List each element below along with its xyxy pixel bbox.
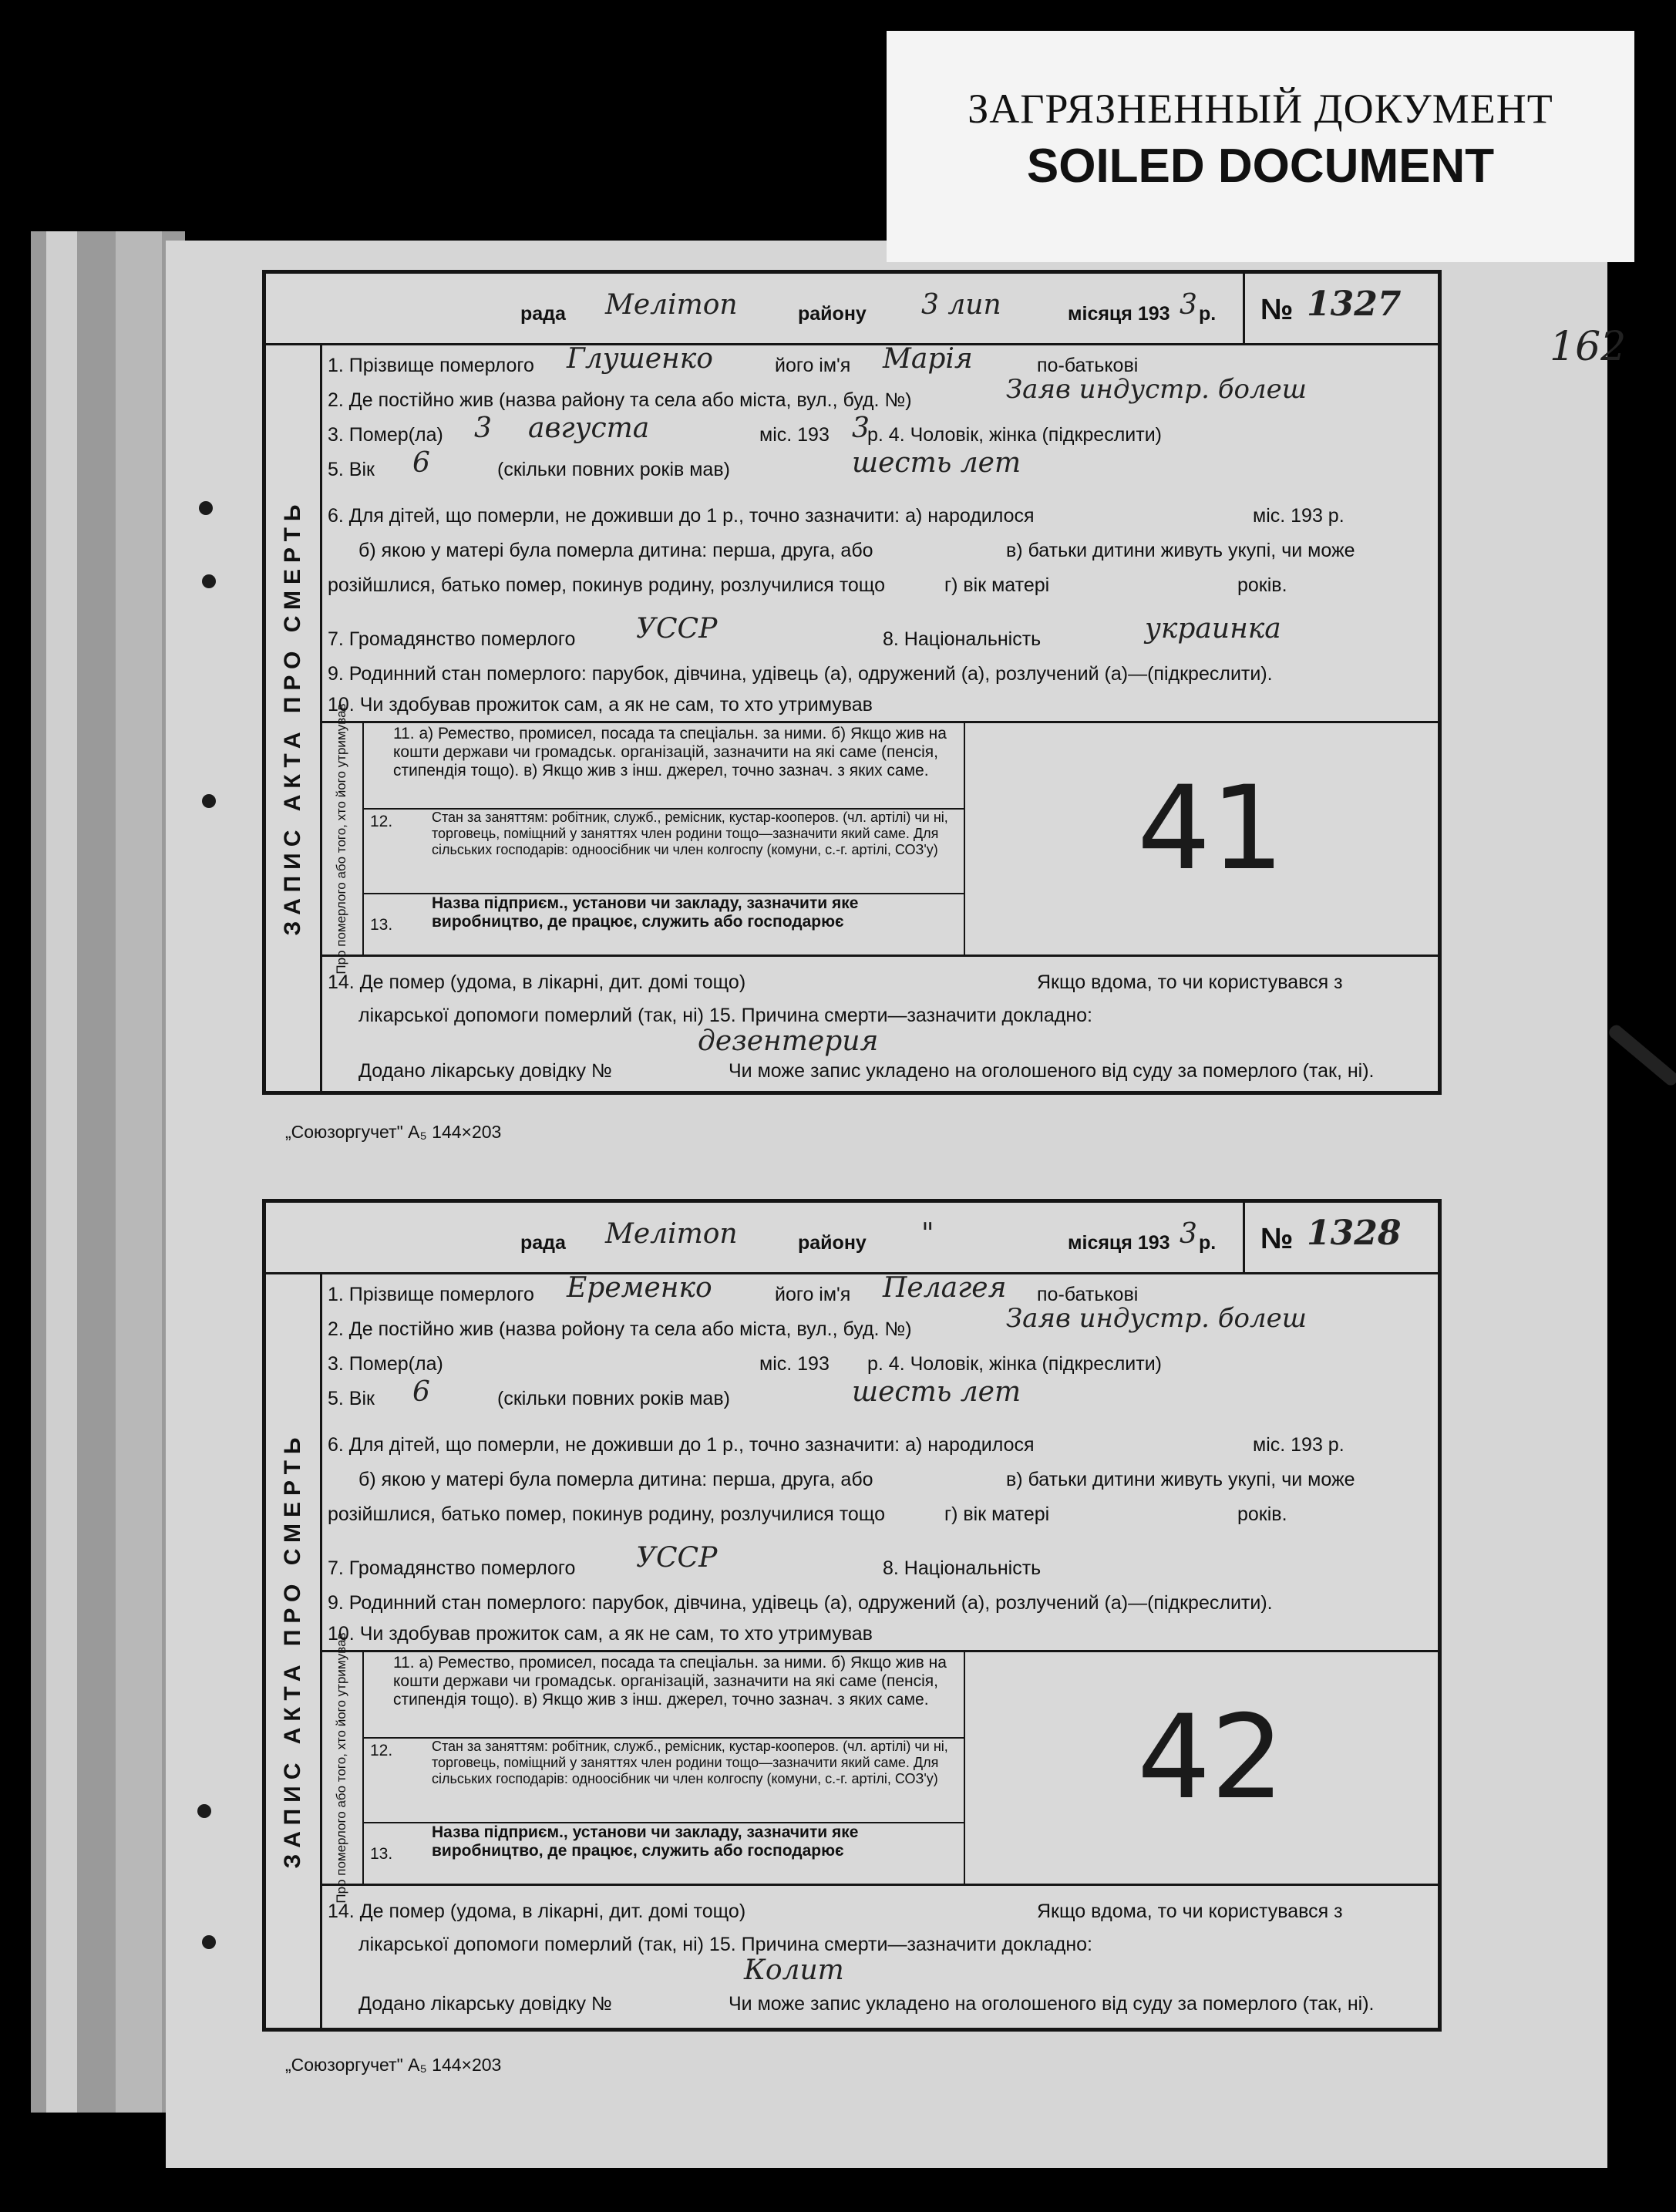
handwritten-death-year: 3 bbox=[852, 412, 870, 444]
handwritten-year: 3 bbox=[1180, 1218, 1197, 1250]
number-sign: № bbox=[1260, 294, 1294, 326]
handwritten-residence: Заяв индустр. болеш bbox=[1006, 1303, 1307, 1334]
field-residence-label: 2. Де постійно жив (назва району та села або міста, вул., буд. №) bbox=[328, 389, 912, 411]
margin-note: 162 bbox=[1550, 324, 1627, 370]
handwritten-cause-of-death: дезентерия bbox=[698, 1025, 879, 1057]
handwritten-day: " bbox=[921, 1218, 934, 1250]
row-12-text: Стан за заняттям: робітник, служб., ремісник, кустар-кооперов. (чл. артілі) чи ні, торговець, поміщний у заняттях член родини тощо—зазначити який саме. Для сільських господарів: одноосібник чи член колгоспу (комуни, с.-г. артілі, СОЗ'у) bbox=[432, 810, 948, 857]
handwritten-record-number: 1328 bbox=[1307, 1214, 1402, 1253]
field-citizenship-label: 7. Громадянство померлого bbox=[328, 1557, 576, 1579]
punch-hole bbox=[197, 1804, 211, 1818]
field-support-label: 10. Чи здобував прожиток сам, а як не сам, то хто утримував bbox=[328, 1623, 873, 1645]
header-raion: району bbox=[798, 1232, 867, 1254]
handwritten-big-number: 41 bbox=[1137, 762, 1284, 896]
field-parents-label: в) батьки дитини живуть укупі, чи може bbox=[1006, 540, 1355, 561]
field-name-label: його ім'я bbox=[775, 355, 851, 376]
field-parents-label: в) батьки дитини живуть укупі, чи може bbox=[1006, 1469, 1355, 1490]
handwritten-nationality: украинка bbox=[1145, 613, 1281, 645]
header-raion: району bbox=[798, 303, 867, 325]
field-court-label: Чи може запис укладено на оголошеного від суду за померлого (так, ні). bbox=[729, 1060, 1375, 1082]
form-footer-1: „Союзоргучет" А₅ 144×203 bbox=[285, 1122, 502, 1142]
binding-edge bbox=[31, 231, 185, 2113]
handwritten-council: Мелітоп bbox=[605, 289, 738, 321]
record-number-box bbox=[1243, 274, 1438, 343]
field-court-label: Чи може запис укладено на оголошеного від суду за померлого (так, ні). bbox=[729, 1993, 1375, 2015]
pen-tip bbox=[1607, 1022, 1676, 1087]
row-13-number: 13. bbox=[370, 1845, 393, 1863]
field-parents-status-label: розійшлися, батько помер, покинув родину, розлучилися тощо bbox=[328, 574, 885, 596]
handwritten-surname: Глушенко bbox=[567, 343, 713, 375]
occupation-side-label: Про померлого або того, хто його утримував bbox=[333, 1632, 348, 1904]
field-at-home-label: Якщо вдома, то чи користувався з bbox=[1037, 971, 1343, 993]
field-residence-label: 2. Де постійно жив (назва ройону та села або міста, вул., буд. №) bbox=[328, 1318, 912, 1340]
handwritten-age-words: шесть лет bbox=[852, 447, 1021, 479]
handwritten-death-day: 3 bbox=[474, 412, 492, 444]
field-cause-label: лікарської допомоги померлий (так, ні) 15. Причина смерти—зазначити докладно: bbox=[358, 1005, 1092, 1026]
field-infant-month: міс. 193 р. bbox=[1253, 1434, 1345, 1456]
handwritten-surname: Еременко bbox=[567, 1272, 712, 1304]
field-infant-label: 6. Для дітей, що померли, не доживши до 1 р., точно зазначити: а) народилося bbox=[328, 505, 1035, 527]
handwritten-age: 6 bbox=[412, 447, 430, 479]
field-month-label: міс. 193 bbox=[759, 1353, 830, 1375]
field-age-note: (скільки повних років мав) bbox=[497, 459, 730, 480]
field-surname-label: 1. Прізвище померлого bbox=[328, 1284, 534, 1305]
handwritten-name: Марія bbox=[883, 343, 973, 375]
header-rada: рада bbox=[520, 1232, 566, 1254]
handwritten-residence: Заяв индустр. болеш bbox=[1006, 374, 1307, 405]
field-age-note: (скільки повних років мав) bbox=[497, 1388, 730, 1409]
field-parents-status-label: розійшлися, батько помер, покинув родину, розлучилися тощо bbox=[328, 1503, 885, 1525]
field-nationality-label: 8. Національність bbox=[883, 628, 1042, 650]
row-13-number: 13. bbox=[370, 916, 393, 934]
field-cause-label: лікарської допомоги померлий (так, ні) 15. Причина смерти—зазначити докладно: bbox=[358, 1934, 1092, 1955]
punch-hole bbox=[199, 501, 213, 515]
label-russian: ЗАГРЯЗНЕННЫЙ ДОКУМЕНТ bbox=[968, 86, 1553, 132]
death-record-form-1 bbox=[262, 270, 1442, 1095]
field-sex-label: р. 4. Чоловік, жінка (підкреслити) bbox=[867, 1353, 1163, 1375]
row-11-text: 11. а) Ремество, промисел, посада та спеціальн. за ними. б) Якщо жив на кошти держави чи громадськ. організацій, зазначити на які саме (пенсія, стипендія тощо). в) Якщо жив з інш. джерел, точно зазнач. з яких саме. bbox=[393, 725, 947, 779]
row-12-number: 12. bbox=[370, 813, 393, 830]
field-birth-order-label: б) якою у матері була померла дитина: перша, друга, або bbox=[358, 540, 873, 561]
label-english: SOILED DOCUMENT bbox=[1026, 140, 1495, 193]
field-name-label: його ім'я bbox=[775, 1284, 851, 1305]
handwritten-citizenship: УССР bbox=[636, 613, 718, 645]
header-r: р. bbox=[1199, 303, 1217, 325]
death-record-form-2 bbox=[262, 1199, 1442, 2032]
handwritten-death-month: августа bbox=[528, 412, 650, 444]
field-mother-age-label: г) вік матері bbox=[944, 574, 1050, 596]
row-12-number: 12. bbox=[370, 1742, 393, 1759]
field-month-label: міс. 193 bbox=[759, 424, 830, 446]
field-surname-label: 1. Прізвище померлого bbox=[328, 355, 534, 376]
handwritten-cause-of-death: Колит bbox=[744, 1954, 844, 1986]
field-citizenship-label: 7. Громадянство померлого bbox=[328, 628, 576, 650]
field-certificate-label: Додано лікарську довідку № bbox=[358, 1060, 612, 1082]
handwritten-day: 3 лип bbox=[921, 289, 1001, 321]
form-header bbox=[266, 1203, 1438, 1274]
handwritten-year: 3 bbox=[1180, 289, 1197, 321]
punch-hole bbox=[202, 1935, 216, 1949]
handwritten-citizenship: УССР bbox=[636, 1542, 718, 1574]
header-month: місяця 193 bbox=[1068, 1232, 1170, 1254]
field-mother-age-label: г) вік матері bbox=[944, 1503, 1050, 1525]
field-birth-order-label: б) якою у матері була померла дитина: перша, друга, або bbox=[358, 1469, 873, 1490]
field-infant-label: 6. Для дітей, що померли, не доживши до 1 р., точно зазначити: а) народилося bbox=[328, 1434, 1035, 1456]
field-patronymic-label: по-батькові bbox=[1037, 355, 1139, 376]
form-header bbox=[266, 274, 1438, 345]
punch-hole bbox=[202, 794, 216, 808]
header-month: місяця 193 bbox=[1068, 303, 1170, 325]
form-footer-2: „Союзоргучет" А₅ 144×203 bbox=[285, 2055, 502, 2075]
field-years-label: років. bbox=[1237, 574, 1287, 596]
field-support-label: 10. Чи здобував прожиток сам, а як не сам, то хто утримував bbox=[328, 694, 873, 715]
field-marital-label: 9. Родинний стан померлого: парубок, дівчина, удівець (а), одружений (а), розлучений (а)—(підкреслити). bbox=[328, 663, 1273, 685]
field-infant-month: міс. 193 р. bbox=[1253, 505, 1345, 527]
punch-hole bbox=[202, 574, 216, 588]
field-death-place-label: 14. Де помер (удома, в лікарні, дит. домі тощо) bbox=[328, 971, 746, 993]
row-13-text: Назва підприєм., установи чи закладу, зазначити яке виробництво, де працює, служить або господарює bbox=[432, 894, 859, 931]
header-rada: рада bbox=[520, 303, 566, 325]
row-13-text: Назва підприєм., установи чи закладу, зазначити яке виробництво, де працює, служить або господарює bbox=[432, 1823, 859, 1860]
side-title: ЗАПИС АКТА ПРО СМЕРТЬ bbox=[280, 498, 305, 936]
field-marital-label: 9. Родинний стан померлого: парубок, дівчина, удівець (а), одружений (а), розлучений (а)—(підкреслити). bbox=[328, 1592, 1273, 1614]
handwritten-council: Мелітоп bbox=[605, 1218, 738, 1250]
handwritten-age-words: шесть лет bbox=[852, 1376, 1021, 1408]
handwritten-record-number: 1327 bbox=[1307, 284, 1402, 324]
field-died-label: 3. Помер(ла) bbox=[328, 424, 443, 446]
number-sign: № bbox=[1260, 1223, 1294, 1255]
field-sex-label: р. 4. Чоловік, жінка (підкреслити) bbox=[867, 424, 1163, 446]
row-12-text: Стан за заняттям: робітник, служб., ремісник, кустар-кооперов. (чл. артілі) чи ні, торговець, поміщний у заняттях член родини тощо—зазначити який саме. Для сільських господарів: одноосібник чи член колгоспу (комуни, с.-г. артілі, СОЗ'у) bbox=[432, 1739, 948, 1786]
handwritten-age: 6 bbox=[412, 1376, 430, 1408]
side-title-column bbox=[266, 343, 322, 1091]
field-certificate-label: Додано лікарську довідку № bbox=[358, 1993, 612, 2015]
side-title-column bbox=[266, 1272, 322, 2028]
field-patronymic-label: по-батькові bbox=[1037, 1284, 1139, 1305]
field-age-label: 5. Вік bbox=[328, 459, 375, 480]
row-11-text: 11. а) Ремество, промисел, посада та спеціальн. за ними. б) Якщо жив на кошти держави чи громадськ. організацій, зазначити на які саме (пенсія, стипендія тощо). в) Якщо жив з інш. джерел, точно зазнач. з яких саме. bbox=[393, 1654, 947, 1709]
field-years-label: років. bbox=[1237, 1503, 1287, 1525]
field-age-label: 5. Вік bbox=[328, 1388, 375, 1409]
field-at-home-label: Якщо вдома, то чи користувався з bbox=[1037, 1901, 1343, 1922]
field-death-place-label: 14. Де помер (удома, в лікарні, дит. домі тощо) bbox=[328, 1901, 746, 1922]
occupation-side-label: Про померлого або того, хто його утримував bbox=[333, 703, 348, 975]
handwritten-name: Пелагея bbox=[883, 1272, 1007, 1304]
handwritten-big-number: 42 bbox=[1137, 1691, 1284, 1825]
side-title: ЗАПИС АКТА ПРО СМЕРТЬ bbox=[280, 1431, 305, 1869]
soiled-document-label bbox=[887, 31, 1634, 262]
record-number-box bbox=[1243, 1203, 1438, 1272]
field-nationality-label: 8. Національність bbox=[883, 1557, 1042, 1579]
field-died-label: 3. Помер(ла) bbox=[328, 1353, 443, 1375]
header-r: р. bbox=[1199, 1232, 1217, 1254]
